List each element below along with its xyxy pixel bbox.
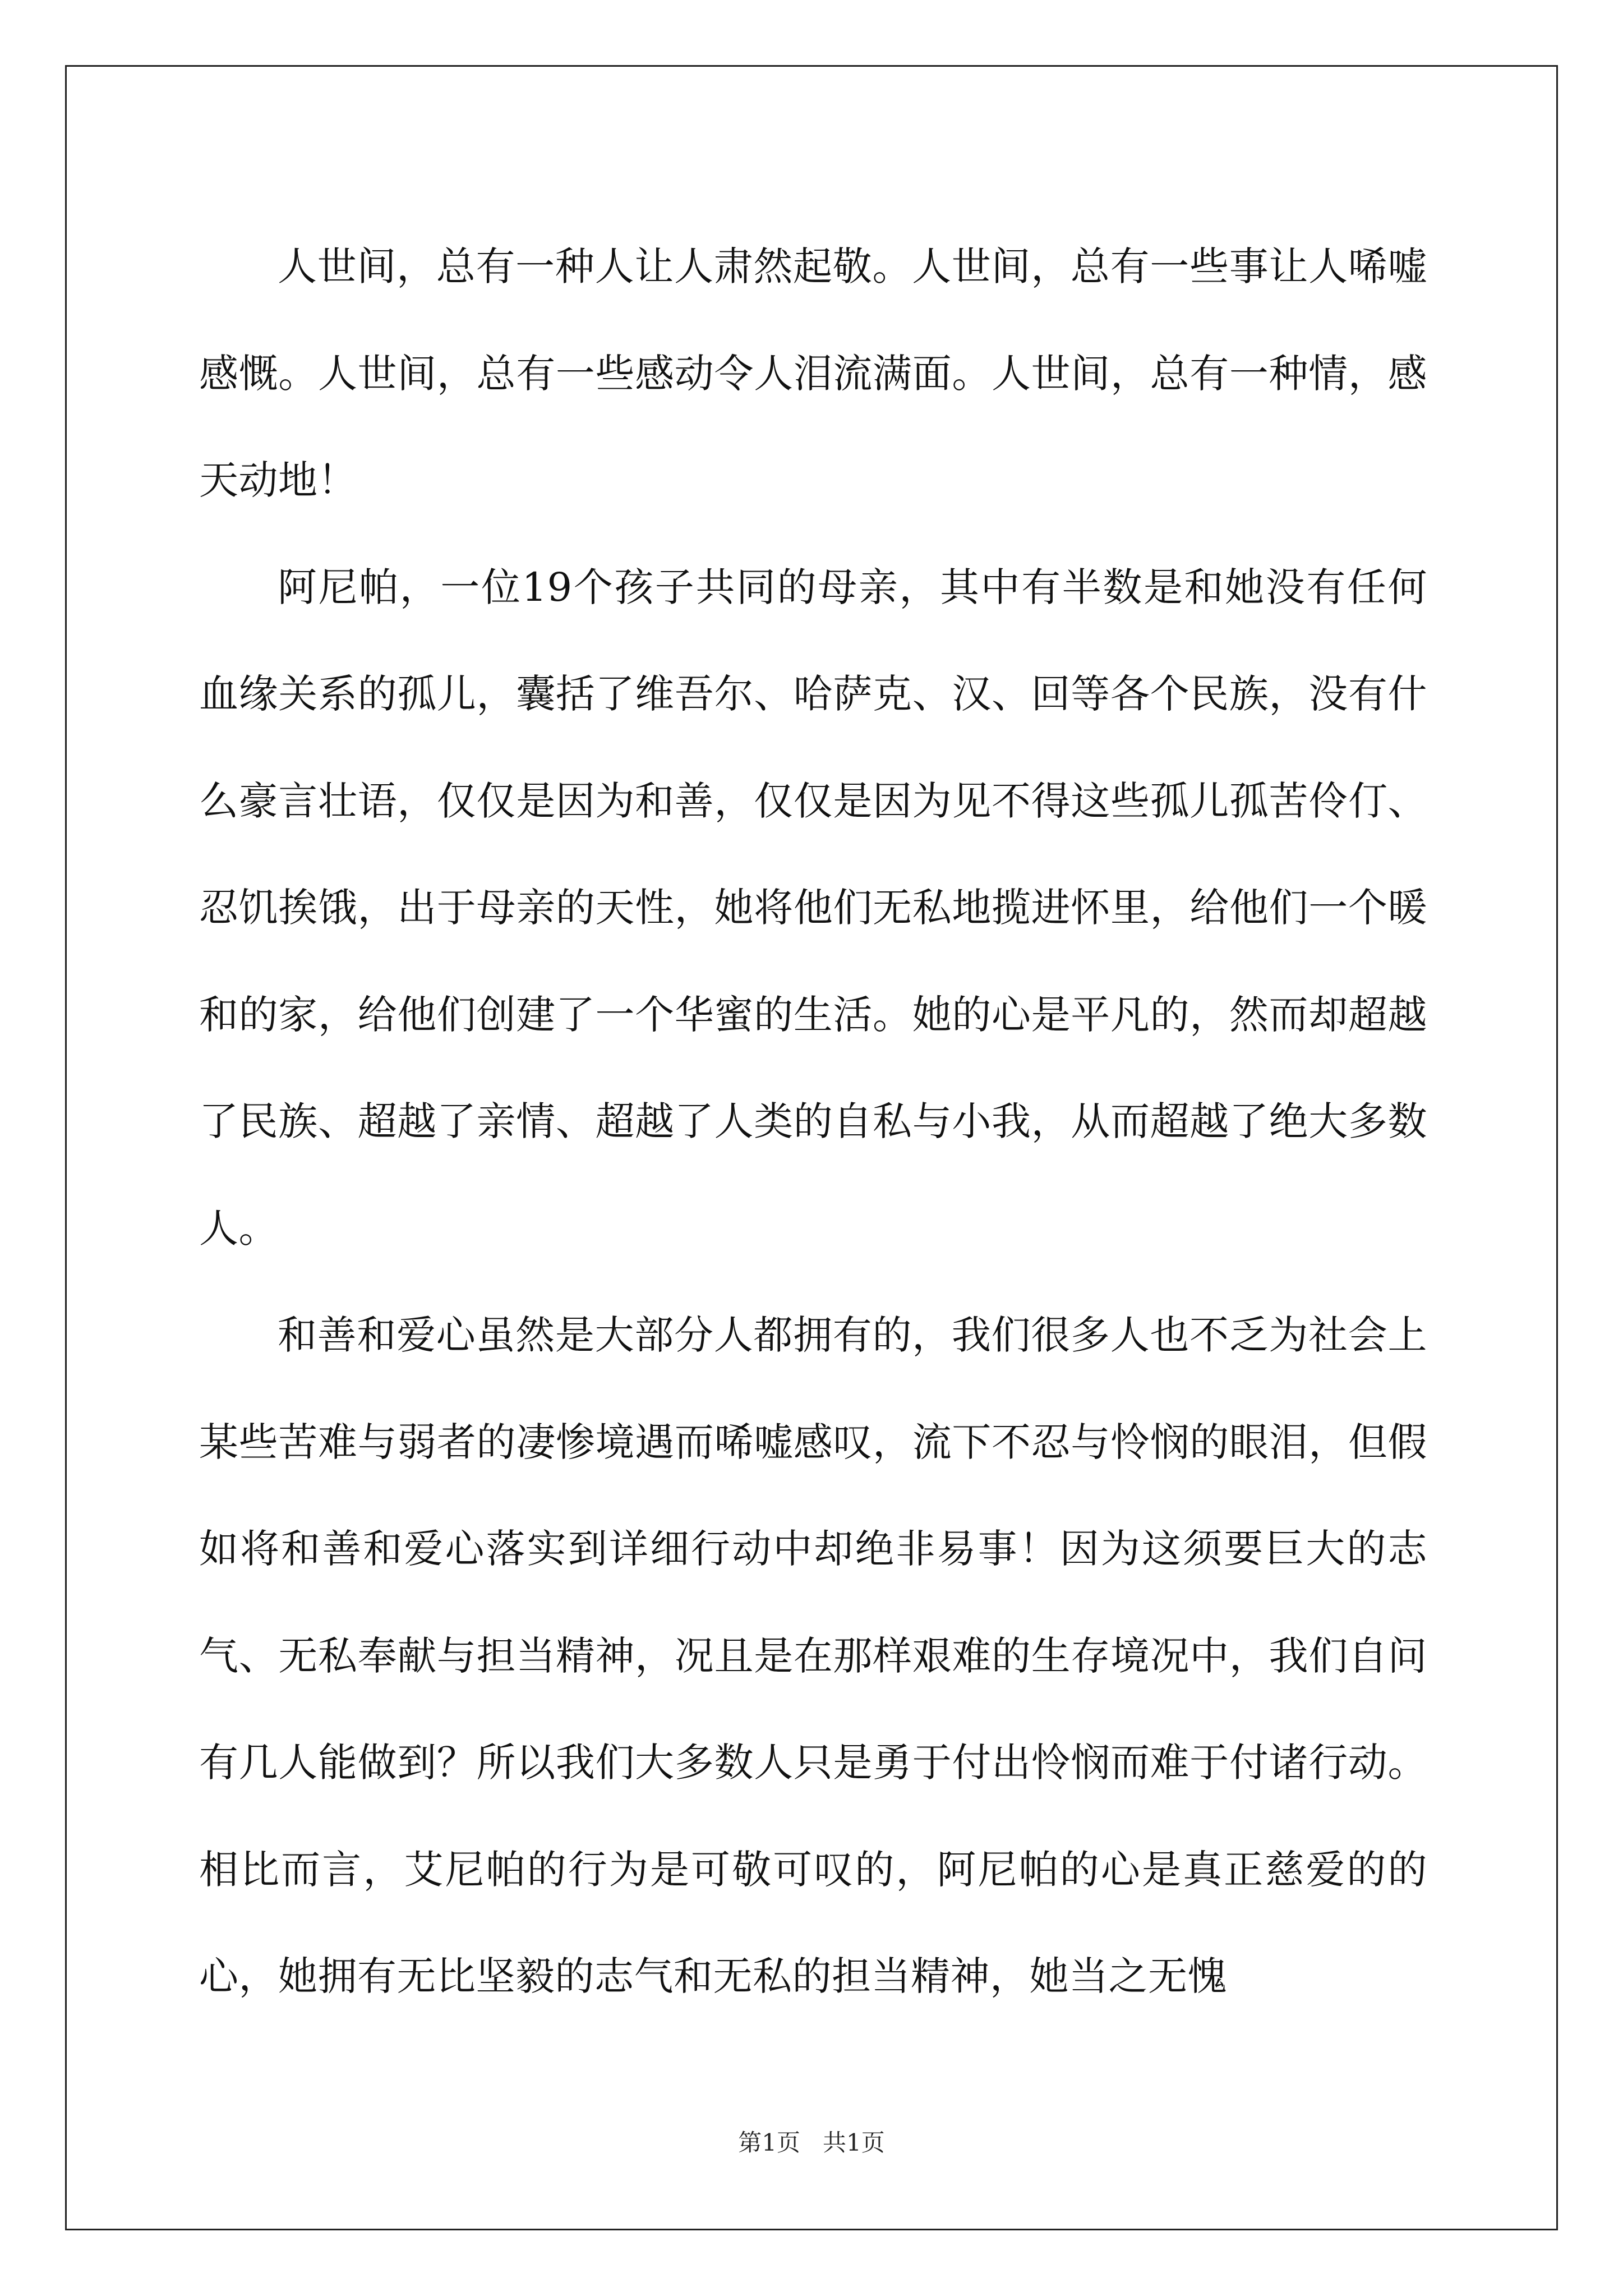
paragraph-3: 和善和爱心虽然是大部分人都拥有的，我们很多人也不乏为社会上某些苦难与弱者的凄惨境遇而唏嘘感叹，流下不忍与怜悯的眼泪，但假如将和善和爱心落实到详细行动中却绝非易事！因为这须要巨大的志气、无私奉献与担当精神，况且是在那样艰难的生存境况中，我们自问有几人能做到？所以我们大多数人只是勇于付出怜悯而难于付诸行动。相比而言，艾尼帕的行为是可敬可叹的，阿尼帕的心是真正慈爱的的心，她拥有无比坚毅的志气和无私的担当精神，她当之无愧: [199, 1312, 1427, 1999]
document-body: [199, 213, 1427, 2030]
paragraph-2: 阿尼帕，一位19个孩子共同的母亲，其中有半数是和她没有任何血缘关系的孤儿，囊括了维吾尔、哈萨克、汉、回等各个民族，没有什么豪言壮语，仅仅是因为和善，仅仅是因为见不得这些孤儿孤苦伶仃、忍饥挨饿，出于母亲的天性，她将他们无私地揽进怀里，给他们一个暖和的家，给他们创建了一个华蜜的生活。她的心是平凡的，然而却超越了民族、超越了亲情、超越了人类的自私与小我，从而超越了绝大多数人。: [199, 564, 1427, 1251]
page-footer: 第1页 共1页: [738, 2129, 885, 2156]
paragraph-1: 人世间，总有一种人让人肃然起敬。人世间，总有一些事让人唏嘘感慨。人世间，总有一些感动令人泪流满面。人世间，总有一种情，感天动地！: [199, 243, 1427, 503]
